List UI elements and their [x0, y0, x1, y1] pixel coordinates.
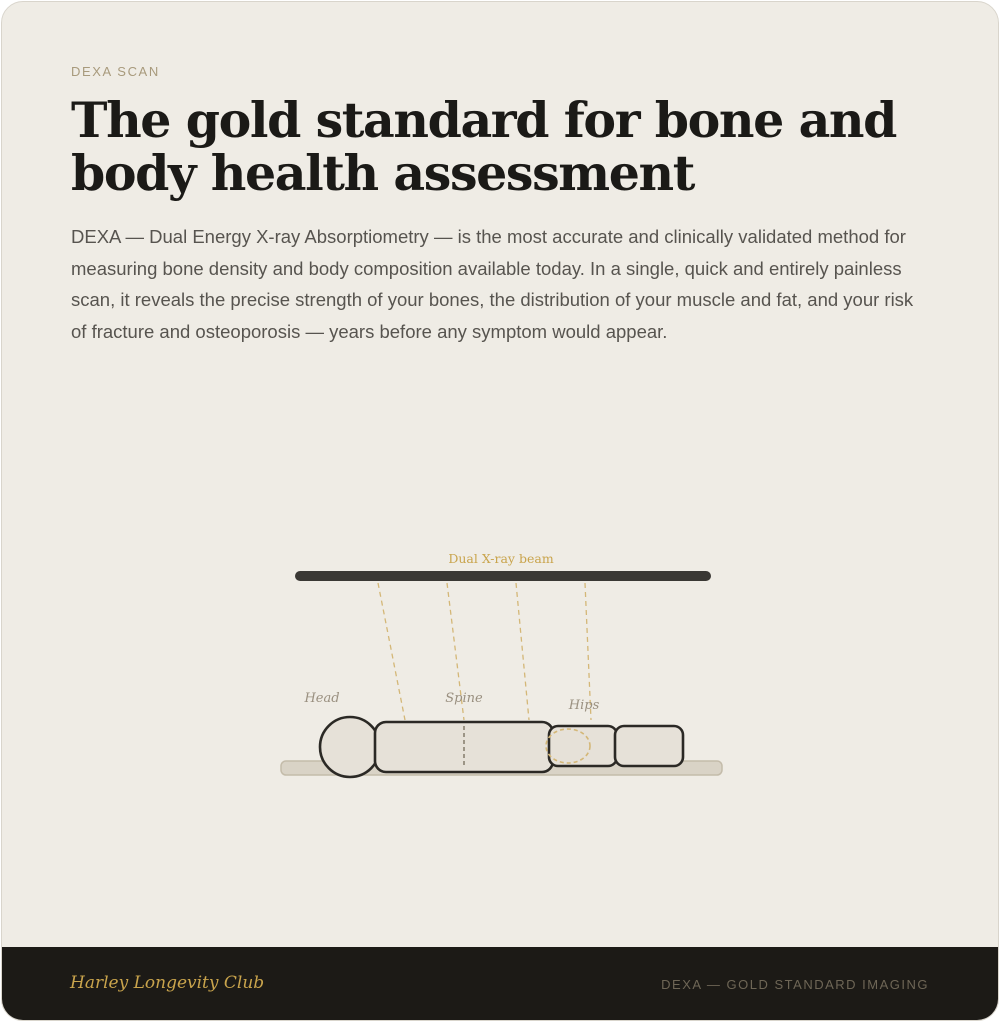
footer-tagline: DEXA — GOLD STANDARD IMAGING	[661, 977, 929, 992]
dexa-scan-diagram	[2, 2, 999, 1021]
intro-paragraph: DEXA — Dual Energy X-ray Absorptiometry — is the most accurate and clinically validated method for measuring bone density and body composition available today. In a single, quick and entirely painless scan, it reveals the precise strength of your bones, the distribution of your muscle and fat, and your risk of fracture and osteoporosis — years before any symptom would appear.	[71, 226, 914, 342]
patient-pelvis	[549, 726, 617, 766]
brand-name: Harley Longevity Club	[70, 973, 265, 993]
xray-beams	[378, 583, 591, 720]
dexa-card	[1, 1, 999, 1021]
label-hips: Hips	[568, 698, 600, 713]
patient-head	[320, 717, 380, 777]
patient-legs	[615, 726, 683, 766]
section-eyebrow: DEXA SCAN	[71, 64, 160, 79]
label-head: Head	[304, 691, 340, 706]
label-spine: Spine	[445, 691, 483, 706]
footer-bar	[2, 947, 998, 1020]
beam-ray	[378, 583, 405, 720]
beam-label: Dual X-ray beam	[448, 551, 554, 566]
page-title: The gold standard for bone and body health assessment	[71, 91, 897, 202]
beam-ray	[516, 583, 529, 720]
